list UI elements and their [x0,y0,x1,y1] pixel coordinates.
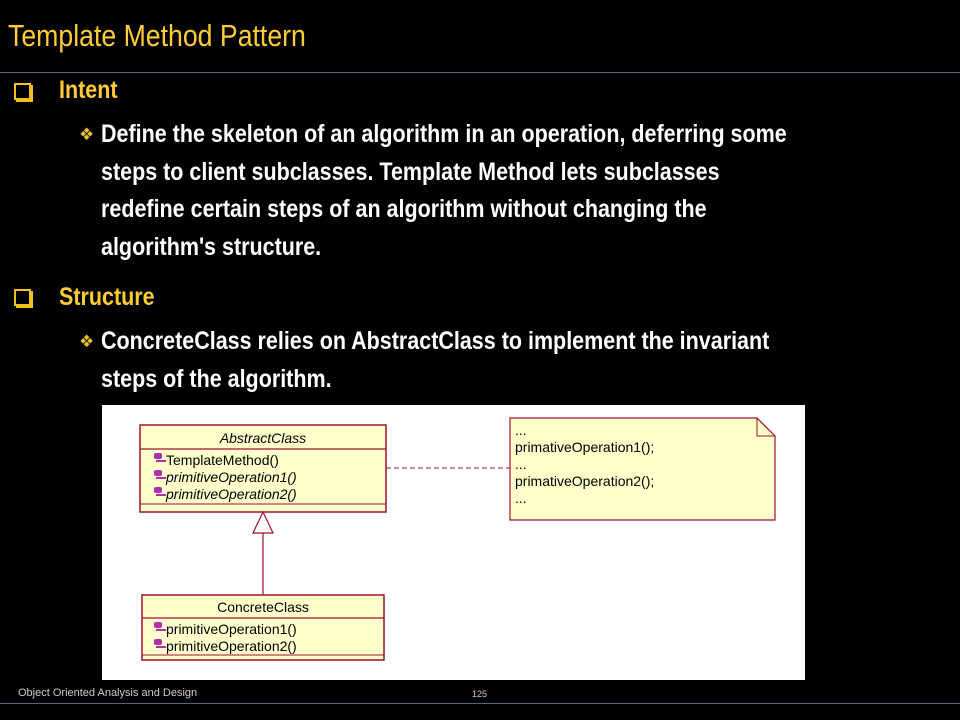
structure-text [101,323,769,398]
intent-line: algorithm's structure. [101,232,322,261]
structure-line: steps of the algorithm. [101,364,332,393]
footer-course: Object Oriented Analysis and Design [18,687,198,699]
generalization-arrow [253,512,273,595]
diamond-bullet-icon: ❖ [79,332,95,351]
note-line: ... [515,422,527,438]
slide-title: Template Method Pattern [8,18,306,53]
intent-line: Define the skeleton of an algorithm in an operation, deferring some [101,120,787,148]
intent-line: steps to client subclasses. Template Method lets subclasses [101,157,720,186]
structure-heading: Structure [59,283,155,311]
concrete-operation: primitiveOperation2() [166,638,297,654]
concrete-operation: primitiveOperation1() [166,621,297,637]
concrete-class-box [142,595,384,660]
concrete-class-name: ConcreteClass [217,599,309,615]
note-line: ... [515,456,527,472]
diamond-bullet-icon: ❖ [79,125,95,144]
uml-diagram [102,405,805,680]
note-line: ... [515,490,527,506]
square-bullet-icon [14,83,31,100]
page-number: 125 [472,689,488,699]
abstract-operation: primitiveOperation1() [166,469,297,485]
intent-text [101,116,787,266]
square-bullet-icon [14,289,31,306]
title-divider [0,72,960,73]
footer-divider [0,703,960,704]
abstract-class-name: AbstractClass [219,430,307,446]
intent-line: redefine certain steps of an algorithm without changing the [101,195,707,223]
abstract-operation: TemplateMethod() [166,452,279,468]
structure-line: ConcreteClass relies on AbstractClass to implement the invariant [101,327,770,355]
note-box [510,418,775,520]
note-line: primativeOperation1(); [515,439,655,455]
intent-heading: Intent [59,76,118,104]
note-line: primativeOperation2(); [515,473,655,489]
abstract-class-box [140,425,386,512]
abstract-operation: primitiveOperation2() [166,486,297,502]
